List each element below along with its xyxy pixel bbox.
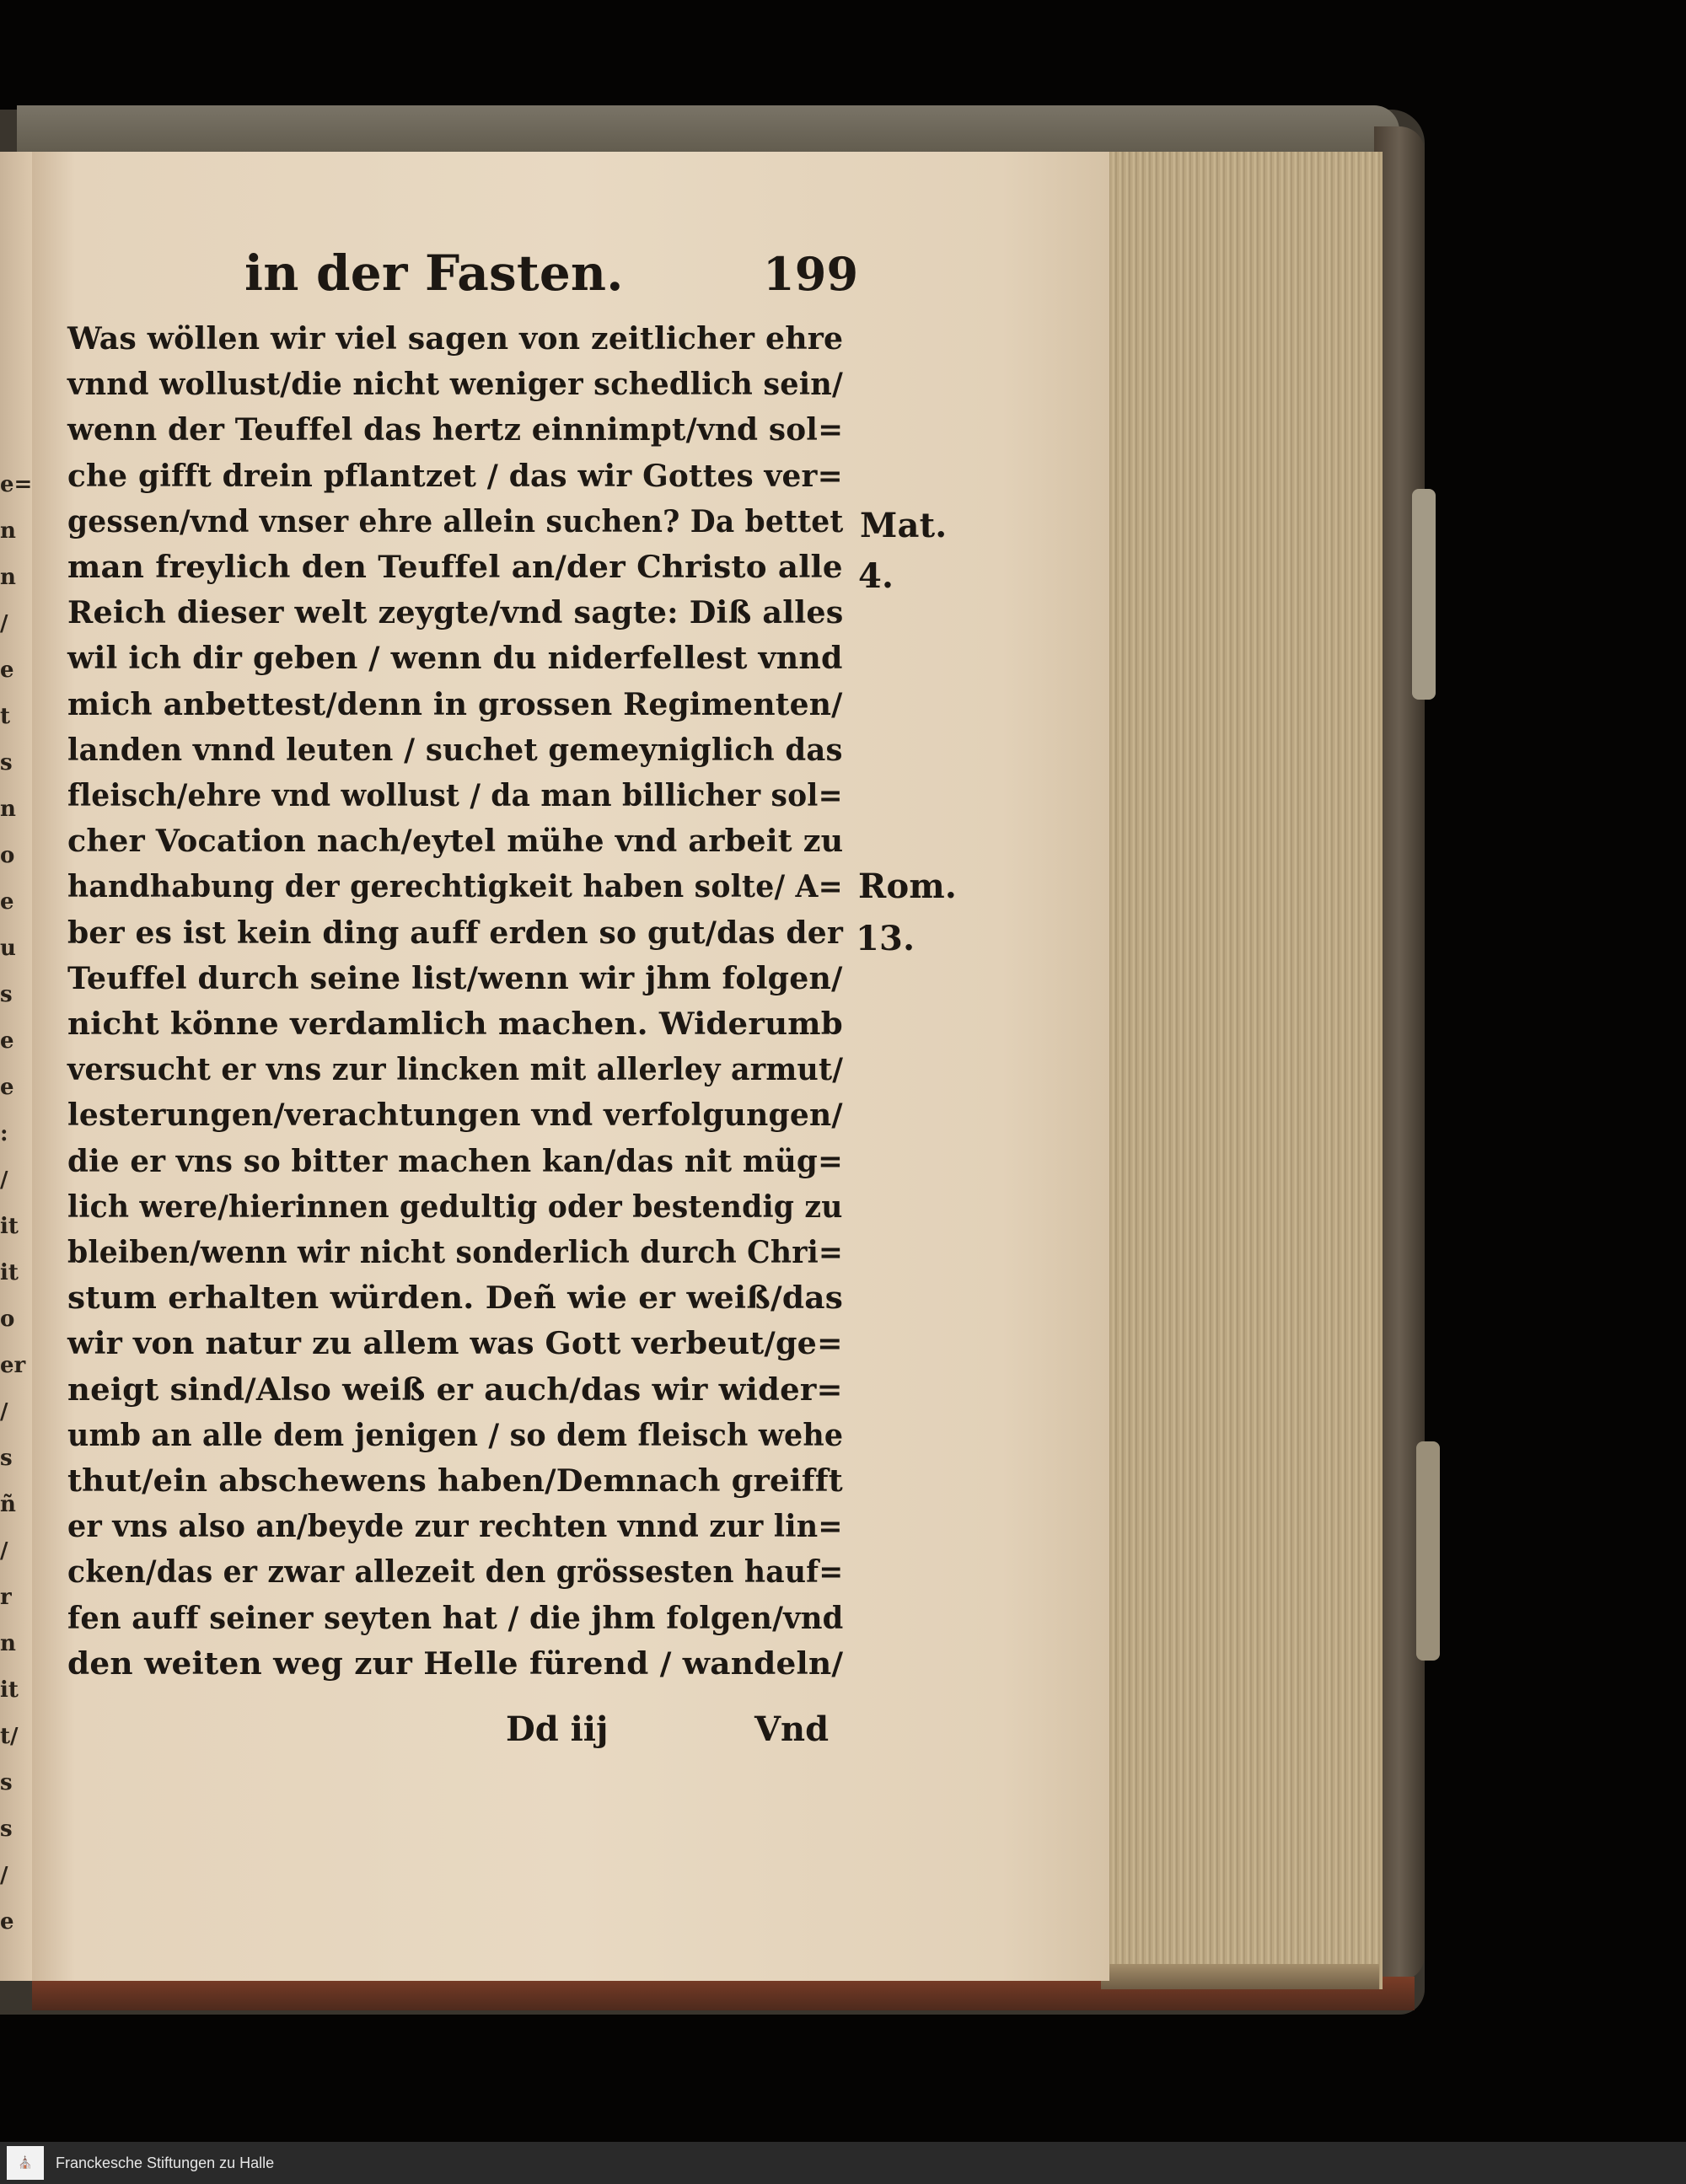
text-line: wil ich dir geben / wenn du niderfellest vnnd [67,640,843,677]
footer-bar [0,2142,1686,2184]
previous-page-fragment: er [0,1353,26,1378]
text-line: che gifft drein pflantzet / das wir Gottes ver= [67,457,843,494]
text-line: stum erhalten würden. Deñ wie er weiß/das [67,1280,843,1317]
text-line: wenn der Teuffel das hertz einnimpt/vnd sol= [67,411,844,448]
text-line: man freylich den Teuffel an/der Christo alle [67,549,843,585]
text-line: cher Vocation nach/eytel mühe vnd arbeit zu [67,823,844,860]
text-line: versucht er vns zur lincken mit allerley armut/ [67,1051,844,1088]
text-line: nicht könne verdamlich machen. Widerumb [67,1006,843,1042]
text-line: er vns also an/beyde zur rechten vnnd zur lin= [67,1508,843,1545]
previous-page-fragment: e= [0,472,33,497]
text-line: cken/das er zwar allezeit den grössesten hauf= [67,1553,844,1591]
previous-page-fragment: e [0,1075,14,1100]
clasp-upper [1412,489,1436,700]
previous-page-fragment: t/ [0,1724,19,1749]
previous-page-fragment: s [0,1446,13,1471]
text-line: fleisch/ehre vnd wollust / da man billicher sol= [67,777,843,813]
previous-page-fragment: : [0,1121,8,1146]
previous-page-fragment: n [0,518,16,544]
text-line: lich were/hierinnen gedultig oder bestendig zu [67,1188,843,1225]
institution-name: Franckesche Stiftungen zu Halle [56,2154,275,2171]
text-line: lesterungen/verachtungen vnd verfolgungen/ [67,1097,843,1134]
text-line: thut/ein abschewens haben/Demnach greifft [67,1462,843,1499]
previous-page-fragment: e [0,657,14,683]
previous-page-fragment: s [0,750,13,775]
previous-page-fragment: t [0,704,11,729]
previous-page-fragment: r [0,1585,12,1610]
previous-page-fragment: ñ [0,1492,16,1517]
previous-page-fragment: o [0,843,15,868]
previous-page-fragment: u [0,936,16,961]
text-line: umb an alle dem jenigen / so dem fleisch wehe [67,1416,844,1453]
previous-page-fragment: / [0,1538,8,1564]
previous-page-fragment: / [0,1167,8,1193]
previous-page-fragment: it [0,1677,19,1703]
institution-logo-icon: ⛪ [7,2146,44,2180]
previous-page-fragments [0,472,33,1956]
signature-mark: Dd iij [506,1709,609,1749]
text-line: den weiten weg zur Helle fürend / wandeln/ [67,1645,844,1682]
page-block-bottom [1101,1964,1379,1989]
text-line: Reich dieser welt zeygte/vnd sagte: Diß alles [67,594,844,631]
previous-page-fragment: / [0,611,8,636]
previous-page-strip [0,152,35,1981]
previous-page-fragment: e [0,889,14,915]
margin-note-rom: Rom. [858,867,957,906]
previous-page-fragment: it [0,1214,19,1239]
previous-page-fragment: e [0,1028,14,1054]
previous-page-fragment: n [0,565,16,590]
page-block-fore-edge [1101,152,1383,1989]
text-line: neigt sind/Also weiß er auch/das wir wider= [67,1371,843,1408]
margin-note-rom-ref: 13. [856,919,915,958]
text-line: fen auff seiner seyten hat / die jhm folgen/vnd [67,1599,844,1636]
previous-page-fragment: / [0,1399,8,1425]
previous-page-fragment: o [0,1307,15,1332]
catchword: Vnd [754,1709,830,1749]
running-head: in der Fasten. [244,244,624,302]
previous-page-fragment: n [0,1631,16,1656]
text-line: landen vnnd leuten / suchet gemeyniglich das [67,731,843,768]
margin-note-mat-ref: 4. [858,556,894,596]
previous-page-fragment: n [0,797,16,822]
text-line: handhabung der gerechtigkeit haben solte/ A= [67,868,843,905]
text-line: ber es ist kein ding auff erden so gut/das der [67,914,844,951]
previous-page-fragment: / [0,1863,8,1888]
previous-page-fragment: s [0,982,13,1007]
page-number: 199 [763,247,859,301]
margin-note-mat: Mat. [860,506,948,545]
text-line: bleiben/wenn wir nicht sonderlich durch Chri= [67,1234,844,1270]
text-line: mich anbettest/denn in grossen Regimenten/ [67,685,843,722]
previous-page-fragment: s [0,1816,13,1842]
clasp-lower [1416,1441,1440,1661]
previous-page-fragment: e [0,1909,14,1934]
text-line: wir von natur zu allem was Gott verbeut/ge= [67,1325,843,1362]
text-line: Teuffel durch seine list/wenn wir jhm folgen/ [67,959,843,996]
previous-page-fragment: it [0,1260,19,1285]
text-line: vnnd wollust/die nicht weniger schedlich sein/ [67,366,844,403]
text-line: Was wöllen wir viel sagen von zeitlicher ehre [67,320,844,357]
previous-page-fragment: s [0,1770,13,1795]
text-line: gessen/vnd vnser ehre allein suchen? Da bettet [67,502,844,539]
text-line: die er vns so bitter machen kan/das nit müg= [67,1142,844,1179]
